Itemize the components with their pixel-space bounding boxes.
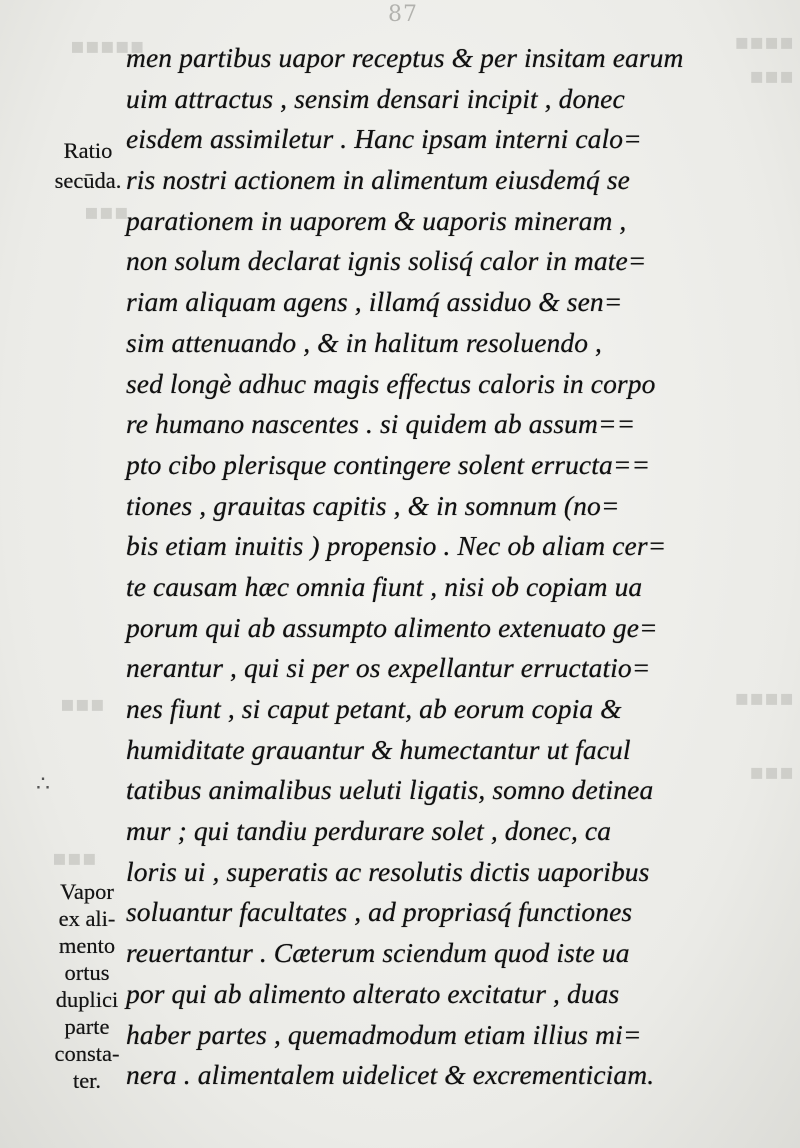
- margin-note-line: ex ali-: [58, 906, 116, 931]
- margin-note-line: Ratio: [63, 138, 113, 163]
- margin-note-line: ter.: [72, 1068, 102, 1093]
- page-number: 87: [388, 2, 418, 27]
- text-line: uim attractus , sensim densari incipit , donec: [126, 82, 625, 114]
- text-line: te causam hæc omnia fiunt , nisi ob copiam ua: [126, 570, 643, 602]
- text-line: nerantur , qui si per os expellantur erructatio=: [126, 652, 651, 684]
- text-line: nera . alimentalem uidelicet & excrementiciam.: [126, 1059, 655, 1091]
- text-line: riam aliquam agens , illamq́ assiduo & sen=: [126, 286, 623, 318]
- margin-note-line: mento: [58, 933, 116, 958]
- text-line: bis etiam inuitis ) propensio . Nec ob aliam cer=: [126, 530, 667, 562]
- text-line: humiditate grauantur & humectantur ut facul: [126, 733, 631, 765]
- text-line: tiones , grauitas capitis , & in somnum (no=: [126, 489, 620, 521]
- text-line: mur ; qui tandiu perdurare solet , donec, ca: [126, 815, 612, 847]
- text-line: por qui ab alimento alterato excitatur , duas: [126, 977, 620, 1009]
- text-line: men partibus uapor receptus & per insitam earum: [126, 42, 684, 73]
- bleed-through-mark: ▪▪▪: [749, 64, 794, 89]
- text-line: sim attenuando , & in halitum resoluendo ,: [126, 326, 603, 358]
- text-line: re humano nascentes . si quidem ab assum==: [126, 408, 636, 440]
- bleed-through-mark: ▪▪▪: [84, 200, 129, 225]
- text-line: tatibus animalibus ueluti ligatis, somno detinea: [126, 774, 654, 806]
- text-line: porum qui ab assumpto alimento extenuato ge=: [126, 611, 658, 643]
- text-line: soluantur facultates , ad propriasq́ functiones: [126, 896, 633, 928]
- text-line: sed longè adhuc magis effectus caloris in corpo: [126, 367, 656, 399]
- text-line: pto cibo plerisque contingere solent erructa==: [126, 448, 651, 480]
- text-line: haber partes , quemadmodum etiam illius mi=: [126, 1018, 642, 1050]
- margin-note-line: ortus: [64, 960, 110, 985]
- text-line: reuertantur . Cæterum sciendum quod iste ua: [126, 937, 630, 969]
- bleed-through-mark: ▪▪▪: [60, 692, 105, 717]
- gutter-mark: ∴: [36, 772, 50, 797]
- bleed-through-mark: ▪▪▪▪: [734, 686, 794, 711]
- margin-note-line: secūda.: [54, 168, 122, 193]
- text-line: eisdem assimiletur . Hanc ipsam interni calo=: [126, 123, 642, 155]
- body-text: [126, 38, 776, 1096]
- bleed-through-mark: ▪▪▪: [749, 760, 794, 785]
- text-line: nes fiunt , si caput petant, ab eorum copia &: [126, 693, 622, 724]
- margin-note-line: duplici: [55, 987, 119, 1012]
- margin-note-line: consta-: [54, 1041, 120, 1066]
- text-line: ris nostri actionem in alimentum eiusdemq́ se: [126, 164, 630, 196]
- bleed-through-mark: ▪▪▪▪▪: [70, 34, 145, 59]
- margin-note-line: Vapor: [60, 879, 114, 904]
- margin-note-line: parte: [64, 1014, 110, 1039]
- bleed-through-mark: ▪▪▪: [52, 846, 97, 871]
- text-line: loris ui , superatis ac resolutis dictis uaporibus: [126, 855, 650, 887]
- text-line: non solum declarat ignis solisq́ calor in mate=: [126, 245, 647, 277]
- margin-note-ratio: [42, 136, 134, 196]
- bleed-through-mark: ▪▪▪▪: [734, 30, 794, 55]
- text-line: parationem in uaporem & uaporis mineram ,: [126, 204, 627, 236]
- margin-note-vapor: [44, 878, 130, 1094]
